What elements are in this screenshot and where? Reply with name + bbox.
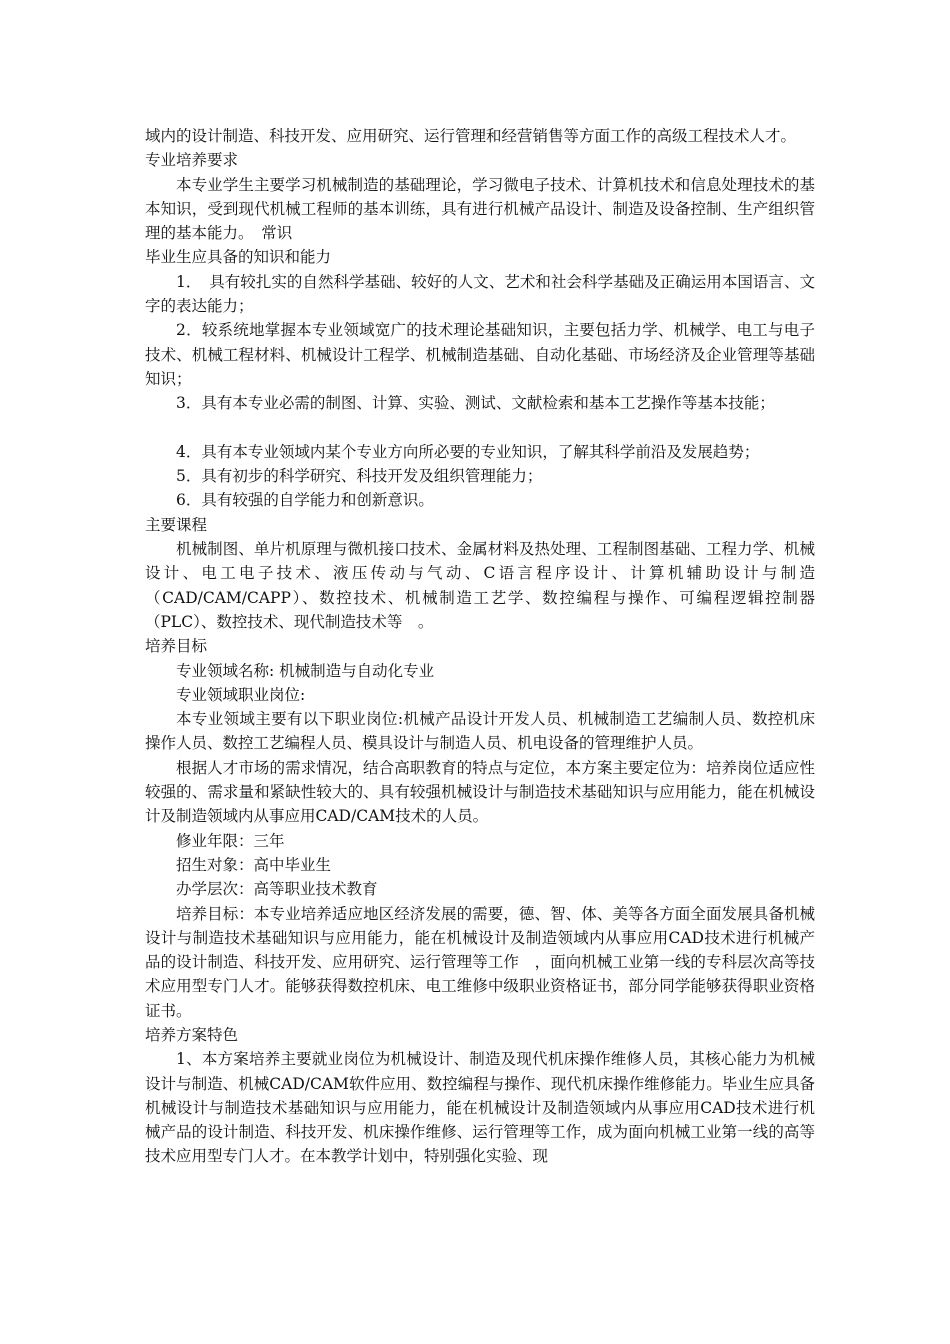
paragraph: 办学层次：高等职业技术教育 — [176, 880, 378, 899]
paragraph: 机械制图、单片机原理与微机接口技术、金属材料及热处理、工程制图基础、工程力学、机械设计、电工电子技术、液压传动与气动、C语言程序设计、计算机辅助设计与制造（CAD/CAM/CAPP）、数控技术、机械制造工艺学、数控编程与操作、可编程逻辑控制器（PLC）、数控技术、现代制造技术等 。 — [145, 540, 815, 631]
paragraph: 4．具有本专业领域内某个专业方向所必要的专业知识，了解其科学前沿及发展趋势； — [176, 442, 760, 461]
paragraph: 专业领域职业岗位: — [176, 685, 306, 704]
paragraph: 专业领域名称: 机械制造与自动化专业 — [176, 661, 435, 680]
paragraph: 培养目标：本专业培养适应地区经济发展的需要，德、智、体、美等各方面全面发展具备机械设计与制造技术基础知识与应用能力，能在机械设计及制造领域内从事应用CAD技术进行机械产品的设计制造、科技开发、应用研究、运行管理等工作 ，面向机械工业第一线的专科层次高等技术应用型专门人才。能够获得数控机床、电工维修中级职业资格证书，部分同学能够获得职业资格证书。 — [145, 904, 815, 1020]
paragraph: 5．具有初步的科学研究、科技开发及组织管理能力； — [176, 467, 543, 486]
paragraph: 招生对象：高中毕业生 — [176, 855, 332, 874]
paragraph: 域内的设计制造、科技开发、应用研究、运行管理和经营销售等方面工作的高级工程技术人才。 — [145, 127, 797, 145]
paragraph: 2．较系统地掌握本专业领域宽广的技术理论基础知识，主要包括力学、机械学、电工与电子技术、机械工程材料、机械设计工程学、机械制造基础、自动化基础、市场经济及企业管理等基础知识； — [145, 321, 815, 388]
section-heading: 专业培养要求 — [145, 151, 239, 170]
document-body — [145, 124, 815, 1169]
paragraph: 6．具有较强的自学能力和创新意识。 — [176, 491, 434, 510]
section-heading: 毕业生应具备的知识和能力 — [145, 248, 332, 267]
paragraph: 本专业学生主要学习机械制造的基础理论，学习微电子技术、计算机技术和信息处理技术的基本知识，受到现代机械工程师的基本训练，具有进行机械产品设计、制造及设备控制、生产组织管理的基本能力。 常识 — [145, 175, 815, 243]
paragraph: 1． 具有较扎实的自然科学基础、较好的人文、艺术和社会科学基础及正确运用本国语言、文字的表达能力； — [145, 272, 815, 316]
section-heading: 主要课程 — [145, 515, 208, 534]
paragraph: 1、本方案培养主要就业岗位为机械设计、制造及现代机床操作维修人员，其核心能力为机械设计与制造、机械CAD/CAM软件应用、数控编程与操作、现代机床操作维修能力。毕业生应具备机械设计与制造技术基础知识与应用能力，能在机械设计及制造领域内从事应用CAD技术进行机械产品的设计制造、科技开发、机床操作维修、运行管理等工作，成为面向机械工业第一线的高等技术应用型专门人才。在本教学计划中，特别强化实验、现 — [145, 1050, 815, 1166]
paragraph: 本专业领域主要有以下职业岗位:机械产品设计开发人员、机械制造工艺编制人员、数控机床操作人员、数控工艺编程人员、模具设计与制造人员、机电设备的管理维护人员。 — [145, 710, 815, 753]
paragraph: 根据人才市场的需求情况，结合高职教育的特点与定位，本方案主要定位为：培养岗位适应性较强的、需求量和紧缺性较大的、具有较强机械设计与制造技术基础知识与应用能力，能在机械设计及制造领域内从事应用CAD/CAM技术的人员。 — [145, 758, 815, 826]
section-heading: 培养目标 — [145, 637, 208, 656]
blank-line — [145, 416, 815, 440]
section-heading: 培养方案特色 — [145, 1025, 239, 1044]
paragraph: 修业年限：三年 — [176, 831, 285, 850]
paragraph: 3．具有本专业必需的制图、计算、实验、测试、文献检索和基本工艺操作等基本技能； — [176, 394, 775, 413]
